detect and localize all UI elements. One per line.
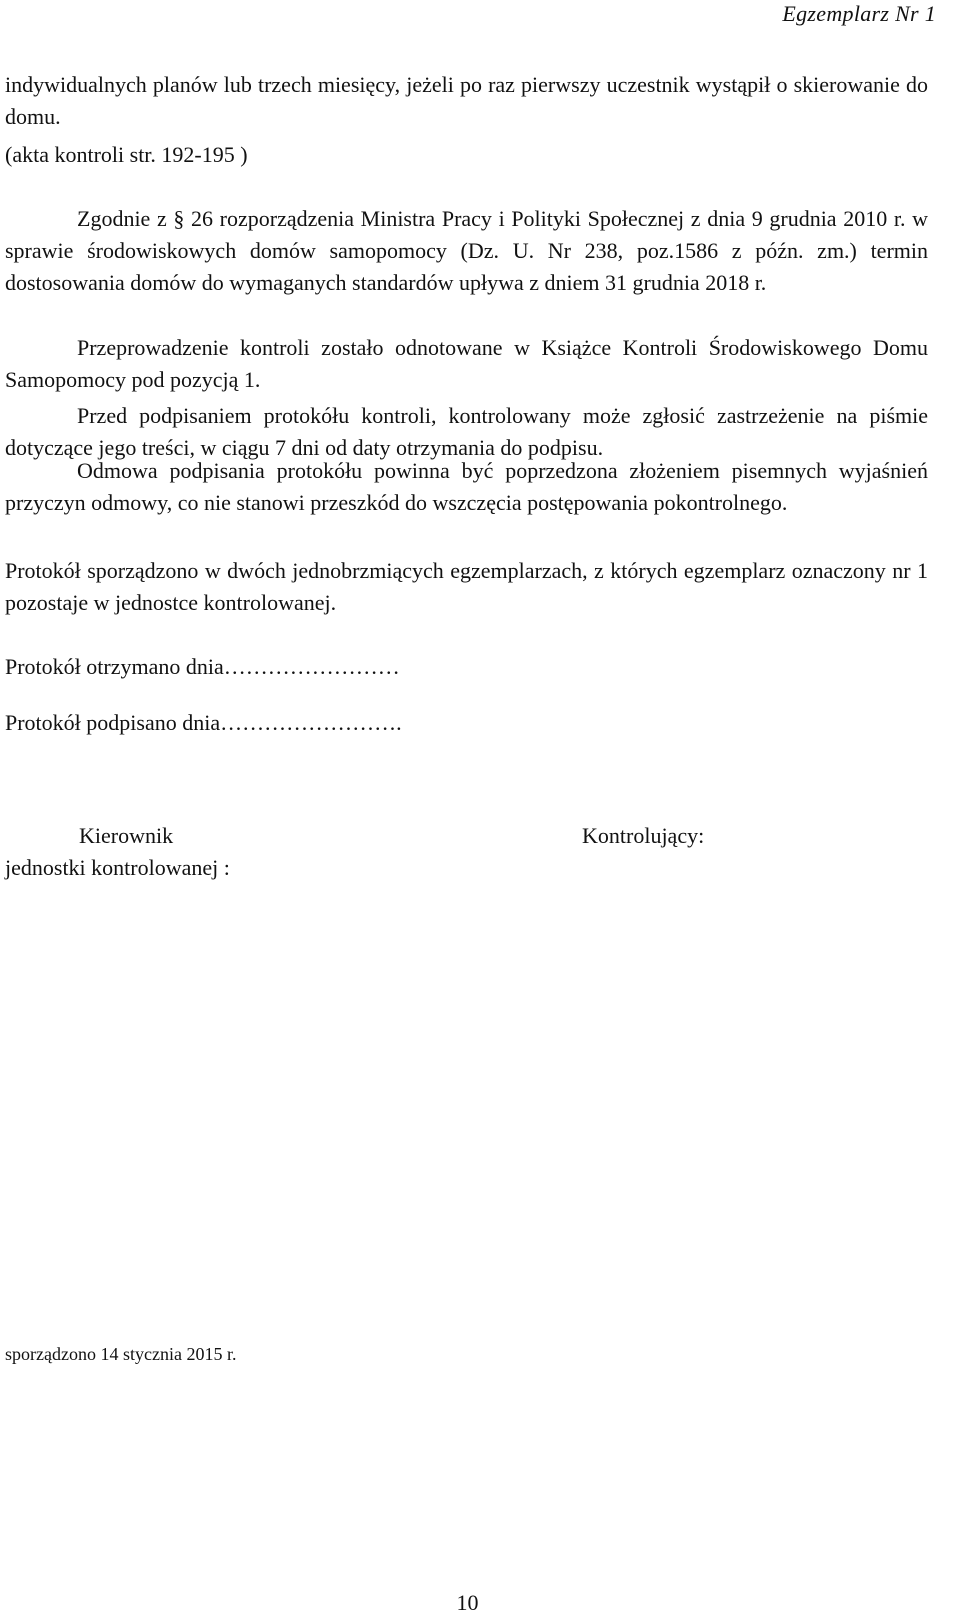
paragraph-objections: Przed podpisaniem protokółu kontroli, kontrolowany może zgłosić zastrzeżenie na piśmie dotyczące jego treści, w ciągu 7 dni od daty otrzymania do podpisu. <box>5 403 928 460</box>
inspector-signature: Kontrolujący: <box>582 823 705 848</box>
unit-head-signature <box>5 820 230 884</box>
paragraph-regulation: Zgodnie z § 26 rozporządzenia Ministra Pracy i Polityki Społecznej z dnia 9 grudnia 2010 r. w sprawie środowiskowych domów samopomocy (Dz. U. Nr 238, poz.1586 z późn. zm.) termin dostosowania domów do wymaganych standardów upływa z dniem 31 grudnia 2018 r. <box>5 206 928 295</box>
paragraph-plans: indywidualnych planów lub trzech miesięcy, jeżeli po raz pierwszy uczestnik wystąpił o skierowanie do domu. <box>5 72 928 129</box>
unit-head-subtitle: jednostki kontrolowanej : <box>5 855 230 880</box>
paragraph-refusal: Odmowa podpisania protokółu powinna być poprzedzona złożeniem pisemnych wyjaśnień przyczyn odmowy, co nie stanowi przeszkód do wszczęcia postępowania pokontrolnego. <box>5 458 928 515</box>
paragraph-copies: Protokół sporządzono w dwóch jednobrzmiących egzemplarzach, z których egzemplarz oznaczony nr 1 pozostaje w jednostce kontrolowanej. <box>5 558 928 615</box>
received-date-line: Protokół otrzymano dnia…………………… <box>5 654 400 679</box>
unit-head-title: Kierownik <box>79 823 174 848</box>
copy-number-label: Egzemplarz Nr 1 <box>782 1 936 26</box>
signed-date-line: Protokół podpisano dnia……………………. <box>5 710 402 735</box>
page-number: 10 <box>456 1590 479 1615</box>
prepared-date: sporządzono 14 stycznia 2015 r. <box>5 1344 237 1364</box>
paragraph-inspection-book: Przeprowadzenie kontroli zostało odnotowane w Książce Kontroli Środowiskowego Domu Samopomocy pod pozycją 1. <box>5 335 928 392</box>
files-reference: (akta kontroli str. 192-195 ) <box>5 142 248 167</box>
